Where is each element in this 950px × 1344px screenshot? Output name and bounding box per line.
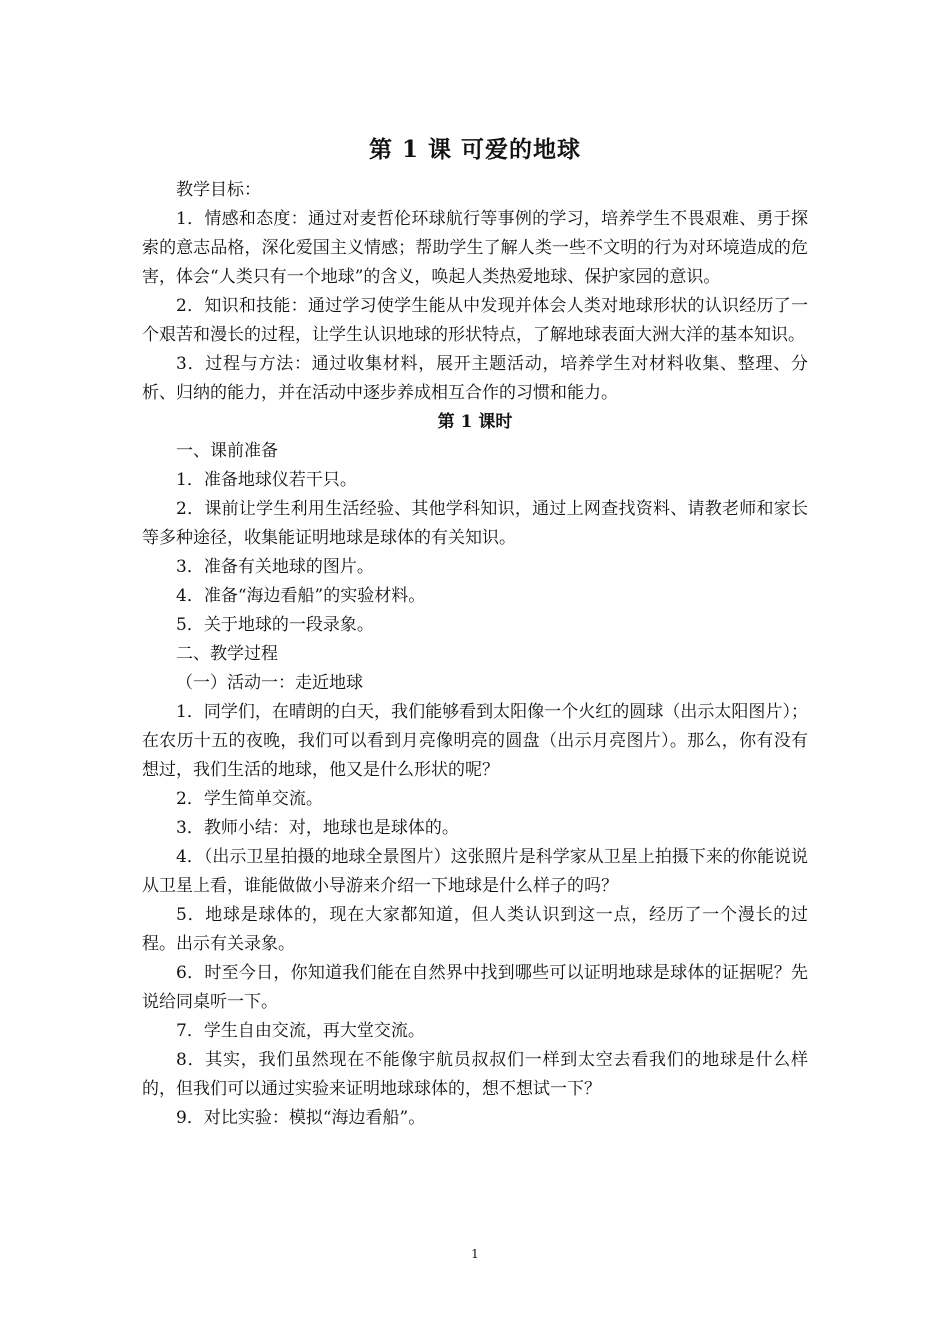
- objective-paragraph: 2．知识和技能：通过学习使学生能从中发现并体会人类对地球形状的认识经历了一个艰苦和漫长的过程，让学生认识地球的形状特点，了解地球表面大洲大洋的基本知识。: [142, 296, 808, 345]
- process-item: 1．同学们，在晴朗的白天，我们能够看到太阳像一个火红的圆球（出示太阳图片）；在农历十五的夜晚，我们可以看到月亮像明亮的圆盘（出示月亮图片）。那么，你有没有想过，我们生活的地球，他又是什么形状的呢？: [142, 702, 808, 780]
- process-item: 2．学生简单交流。: [176, 789, 323, 809]
- lesson-title: 第 1 课 可爱的地球: [368, 136, 582, 163]
- page-number: 1: [471, 1247, 479, 1261]
- prep-item: 4．准备“海边看船”的实验材料。: [176, 586, 426, 606]
- prep-item: 5．关于地球的一段录象。: [176, 615, 374, 635]
- prep-item: 3．准备有关地球的图片。: [176, 557, 374, 577]
- process-item: 4．（出示卫星拍摄的地球全景图片）这张照片是科学家从卫星上拍摄下来的你能说说从卫星上看，谁能做做小导游来介绍一下地球是什么样子的吗？: [142, 847, 808, 896]
- objective-paragraph: 1．情感和态度：通过对麦哲伦环球航行等事例的学习，培养学生不畏艰难、勇于探索的意志品格，深化爱国主义情感；帮助学生了解人类一些不文明的行为对环境造成的危害，体会“人类只有一个地球”的含义，唤起人类热爱地球、保护家园的意识。: [142, 209, 808, 287]
- process-item: 7．学生自由交流，再大堂交流。: [176, 1021, 425, 1041]
- process-heading: 二、教学过程: [176, 644, 278, 664]
- prep-heading: 一、课前准备: [176, 441, 278, 461]
- process-item: 5．地球是球体的，现在大家都知道，但人类认识到这一点，经历了一个漫长的过程。出示有关录象。: [142, 905, 808, 954]
- objective-paragraph: 3．过程与方法：通过收集材料，展开主题活动，培养学生对材料收集、整理、分析、归纳的能力，并在活动中逐步养成相互合作的习惯和能力。: [142, 354, 808, 403]
- prep-item: 1．准备地球仪若干只。: [176, 470, 357, 490]
- activity-heading: （一）活动一：走近地球: [176, 673, 363, 693]
- prep-item: 2．课前让学生利用生活经验、其他学科知识，通过上网查找资料、请教老师和家长等多种途径，收集能证明地球是球体的有关知识。: [142, 499, 808, 548]
- document-body: [142, 176, 808, 1133]
- process-item: 6．时至今日，你知道我们能在自然界中找到哪些可以证明地球是球体的证据呢？先说给同桌听一下。: [142, 963, 808, 1012]
- process-item: 8．其实，我们虽然现在不能像宇航员叔叔们一样到太空去看我们的地球是什么样的，但我们可以通过实验来证明地球球体的，想不想试一下？: [142, 1050, 808, 1099]
- lesson-period-heading: 第 1 课时: [437, 412, 513, 432]
- objectives-heading: 教学目标：: [176, 180, 261, 200]
- process-item: 3．教师小结：对，地球也是球体的。: [176, 818, 459, 838]
- process-item: 9．对比实验：模拟“海边看船”。: [176, 1108, 426, 1128]
